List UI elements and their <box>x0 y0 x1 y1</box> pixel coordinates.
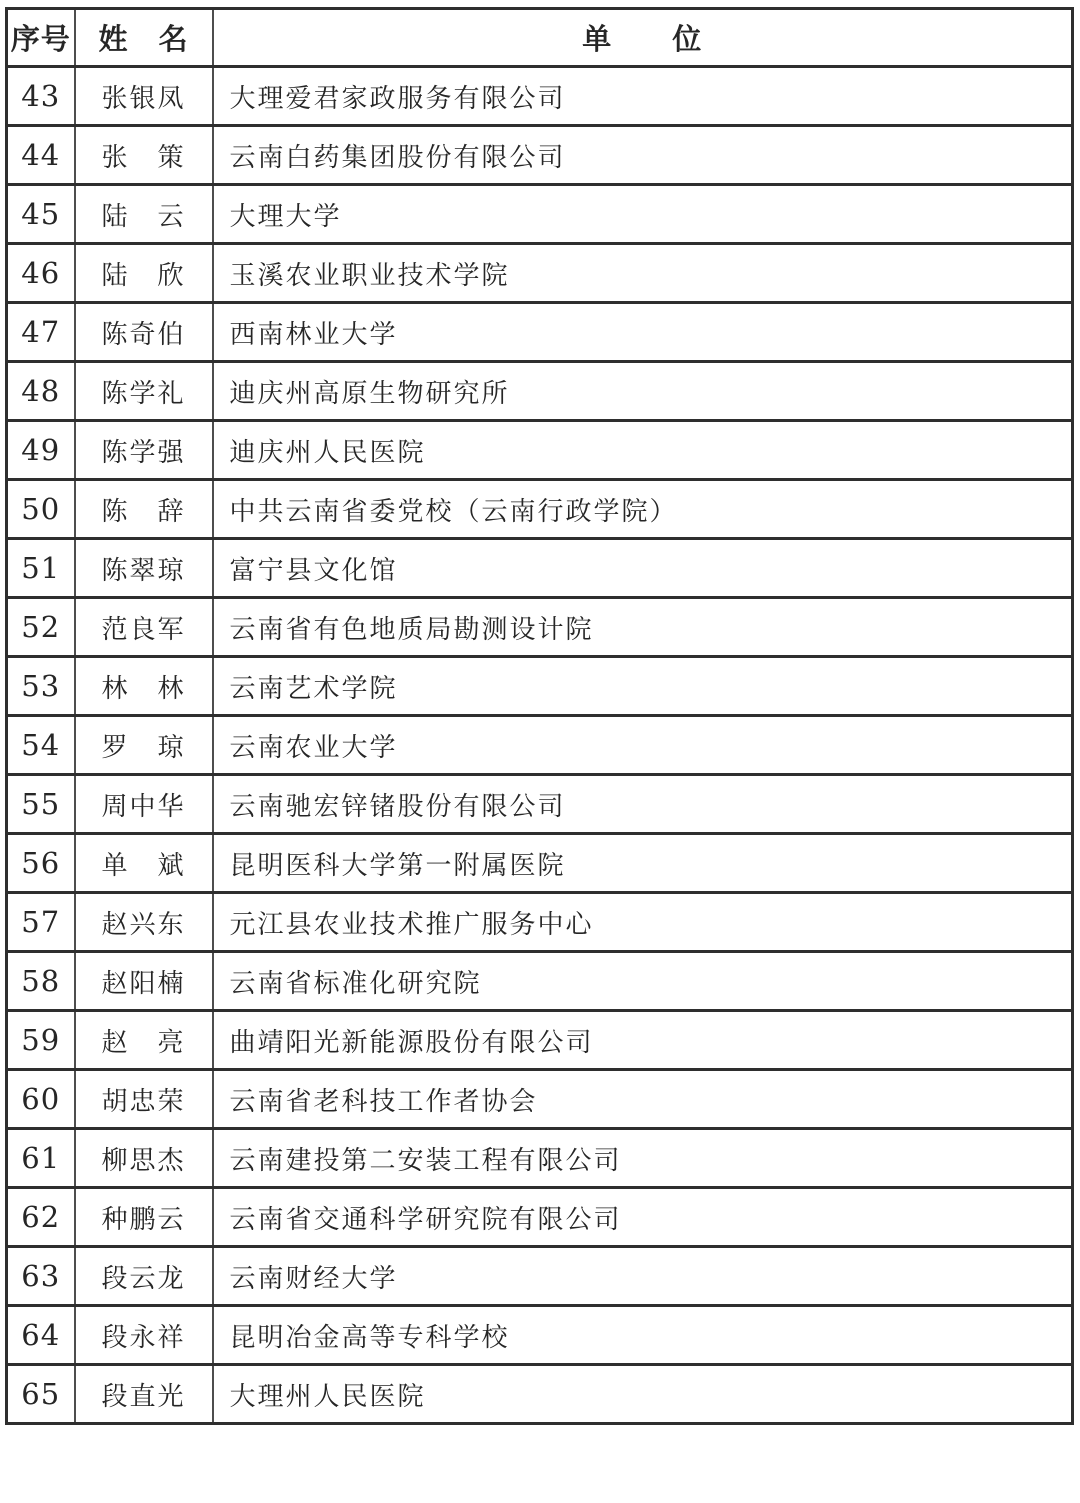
person-name: 单 斌 <box>75 834 213 893</box>
table-row <box>7 1306 1073 1365</box>
person-name: 张 策 <box>75 126 213 185</box>
person-name: 种鹏云 <box>75 1188 213 1247</box>
person-name: 赵阳楠 <box>75 952 213 1011</box>
table-row <box>7 303 1073 362</box>
person-name: 罗 琼 <box>75 716 213 775</box>
table-row <box>7 1188 1073 1247</box>
person-name: 周中华 <box>75 775 213 834</box>
table-header-row <box>7 9 1073 67</box>
row-index: 50 <box>7 480 75 539</box>
organization-name: 大理爱君家政服务有限公司 <box>213 67 1073 126</box>
table-row <box>7 539 1073 598</box>
row-index: 49 <box>7 421 75 480</box>
person-name: 段直光 <box>75 1365 213 1424</box>
organization-name: 西南林业大学 <box>213 303 1073 362</box>
row-index: 45 <box>7 185 75 244</box>
person-name: 段云龙 <box>75 1247 213 1306</box>
person-name: 陈 辞 <box>75 480 213 539</box>
person-name: 胡忠荣 <box>75 1070 213 1129</box>
table-row <box>7 834 1073 893</box>
table-row <box>7 775 1073 834</box>
table-row <box>7 126 1073 185</box>
row-index: 62 <box>7 1188 75 1247</box>
table-row <box>7 952 1073 1011</box>
organization-name: 云南省老科技工作者协会 <box>213 1070 1073 1129</box>
person-name: 陈学强 <box>75 421 213 480</box>
organization-name: 元江县农业技术推广服务中心 <box>213 893 1073 952</box>
row-index: 57 <box>7 893 75 952</box>
person-name: 赵兴东 <box>75 893 213 952</box>
column-header-unit: 单 位 <box>213 9 1073 67</box>
person-name: 陆 云 <box>75 185 213 244</box>
table-row <box>7 893 1073 952</box>
organization-name: 云南建投第二安装工程有限公司 <box>213 1129 1073 1188</box>
organization-name: 云南省交通科学研究院有限公司 <box>213 1188 1073 1247</box>
person-name: 陆 欣 <box>75 244 213 303</box>
organization-name: 中共云南省委党校（云南行政学院） <box>213 480 1073 539</box>
column-header-index: 序号 <box>7 9 75 67</box>
table-row <box>7 1011 1073 1070</box>
row-index: 60 <box>7 1070 75 1129</box>
organization-name: 迪庆州高原生物研究所 <box>213 362 1073 421</box>
person-name: 张银凤 <box>75 67 213 126</box>
table-row <box>7 1070 1073 1129</box>
organization-name: 曲靖阳光新能源股份有限公司 <box>213 1011 1073 1070</box>
organization-name: 迪庆州人民医院 <box>213 421 1073 480</box>
table-row <box>7 67 1073 126</box>
organization-name: 云南驰宏锌锗股份有限公司 <box>213 775 1073 834</box>
organization-name: 玉溪农业职业技术学院 <box>213 244 1073 303</box>
table-row <box>7 716 1073 775</box>
row-index: 55 <box>7 775 75 834</box>
table-row <box>7 185 1073 244</box>
row-index: 52 <box>7 598 75 657</box>
table-body <box>7 67 1073 1424</box>
organization-name: 大理大学 <box>213 185 1073 244</box>
person-name: 范良军 <box>75 598 213 657</box>
table-row <box>7 1365 1073 1424</box>
organization-name: 云南省标准化研究院 <box>213 952 1073 1011</box>
organization-name: 昆明医科大学第一附属医院 <box>213 834 1073 893</box>
roster-table <box>5 7 1074 1425</box>
row-index: 47 <box>7 303 75 362</box>
person-name: 柳思杰 <box>75 1129 213 1188</box>
row-index: 46 <box>7 244 75 303</box>
table-row <box>7 1129 1073 1188</box>
row-index: 59 <box>7 1011 75 1070</box>
row-index: 58 <box>7 952 75 1011</box>
row-index: 53 <box>7 657 75 716</box>
person-name: 陈学礼 <box>75 362 213 421</box>
person-name: 段永祥 <box>75 1306 213 1365</box>
organization-name: 云南省有色地质局勘测设计院 <box>213 598 1073 657</box>
table-row <box>7 421 1073 480</box>
organization-name: 云南白药集团股份有限公司 <box>213 126 1073 185</box>
person-name: 林 林 <box>75 657 213 716</box>
person-name: 赵 亮 <box>75 1011 213 1070</box>
row-index: 44 <box>7 126 75 185</box>
organization-name: 云南艺术学院 <box>213 657 1073 716</box>
row-index: 61 <box>7 1129 75 1188</box>
row-index: 65 <box>7 1365 75 1424</box>
row-index: 51 <box>7 539 75 598</box>
table-row <box>7 598 1073 657</box>
organization-name: 富宁县文化馆 <box>213 539 1073 598</box>
row-index: 63 <box>7 1247 75 1306</box>
row-index: 48 <box>7 362 75 421</box>
organization-name: 昆明冶金高等专科学校 <box>213 1306 1073 1365</box>
organization-name: 大理州人民医院 <box>213 1365 1073 1424</box>
person-name: 陈翠琼 <box>75 539 213 598</box>
table-row <box>7 480 1073 539</box>
table-row <box>7 657 1073 716</box>
person-name: 陈奇伯 <box>75 303 213 362</box>
table-row <box>7 362 1073 421</box>
organization-name: 云南农业大学 <box>213 716 1073 775</box>
table-row <box>7 244 1073 303</box>
organization-name: 云南财经大学 <box>213 1247 1073 1306</box>
row-index: 54 <box>7 716 75 775</box>
column-header-name: 姓 名 <box>75 9 213 67</box>
row-index: 64 <box>7 1306 75 1365</box>
table-row <box>7 1247 1073 1306</box>
row-index: 43 <box>7 67 75 126</box>
row-index: 56 <box>7 834 75 893</box>
